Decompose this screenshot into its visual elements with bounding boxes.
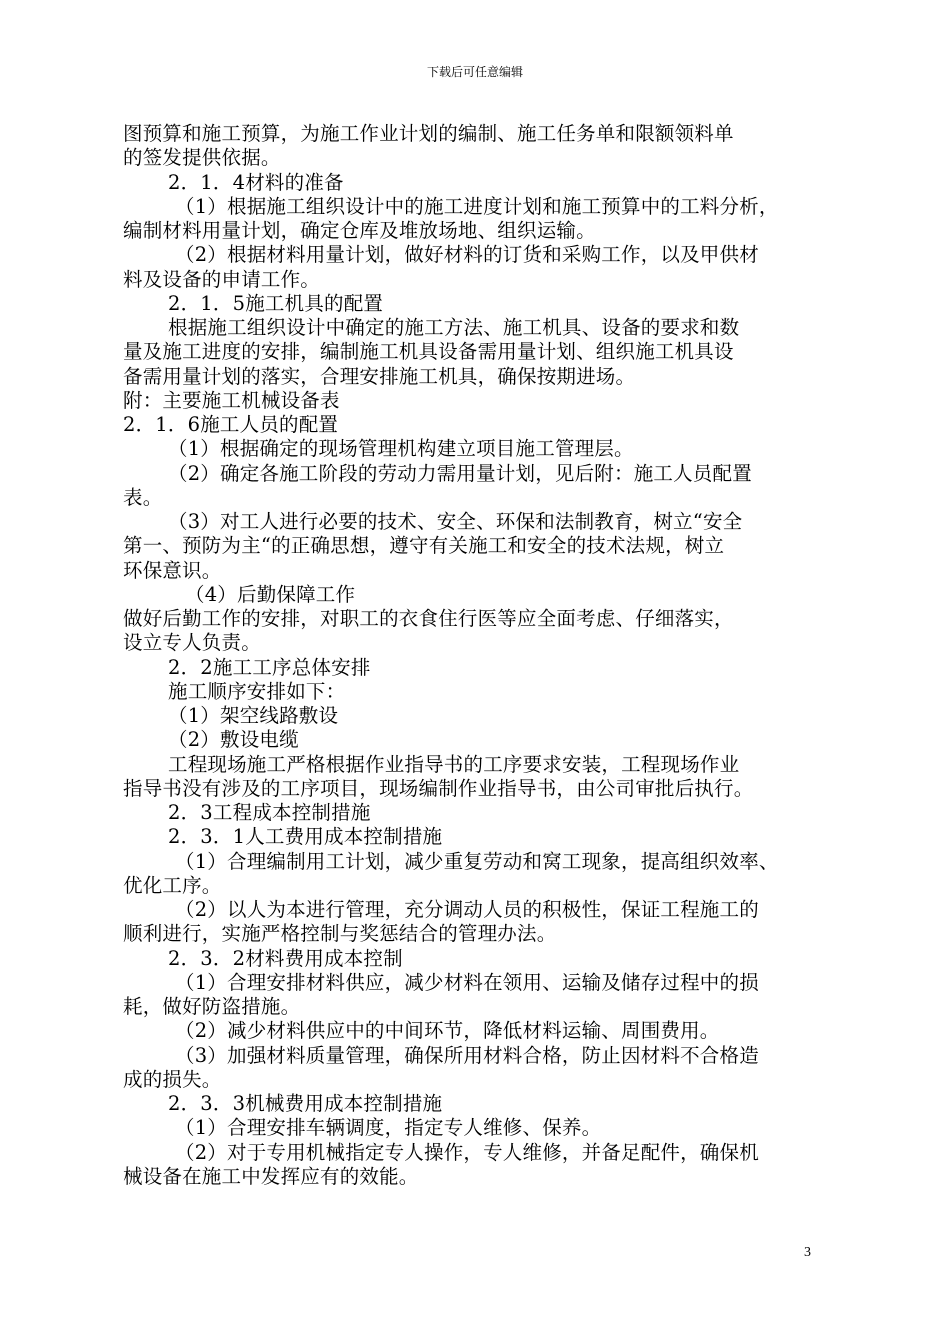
text-line: 环保意识。 xyxy=(123,558,222,582)
text-line: （2）减少材料供应中的中间环节，降低材料运输、周围费用。 xyxy=(175,1019,720,1043)
text-line: 设立专人负责。 xyxy=(123,631,261,655)
text-line: 成的损失。 xyxy=(123,1067,222,1091)
text-line: 2．3．2材料费用成本控制 xyxy=(168,946,403,970)
text-line: 附：主要施工机械设备表 xyxy=(123,388,340,412)
text-line: 量及施工进度的安排，编制施工机具设备需用量计划、组织施工机具设 xyxy=(123,340,734,364)
text-line: （2）确定各施工阶段的劳动力需用量计划，见后附：施工人员配置 xyxy=(168,461,752,485)
page-number: 3 xyxy=(804,1245,811,1260)
text-line: （2）对于专用机械指定专人操作，专人维修，并备足配件，确保机 xyxy=(175,1140,759,1164)
text-line: （1）根据施工组织设计中的施工进度计划和施工预算中的工料分析， xyxy=(175,194,779,218)
text-line: 编制材料用量计划，确定仓库及堆放场地、组织运输。 xyxy=(123,219,596,242)
text-line: （1）合理安排车辆调度，指定专人维修、保养。 xyxy=(175,1116,602,1140)
page-header: 下载后可任意编辑 xyxy=(426,65,523,79)
text-line: 表。 xyxy=(123,485,163,509)
text-line: （1）根据确定的现场管理机构建立项目施工管理层。 xyxy=(168,437,634,461)
text-line: 料及设备的申请工作。 xyxy=(123,267,321,291)
text-line: （3）加强材料质量管理，确保所用材料合格，防止因材料不合格造 xyxy=(175,1043,759,1067)
text-line: （2）敷设电缆 xyxy=(168,728,299,752)
text-line: （1）合理编制用工计划，减少重复劳动和窝工现象，提高组织效率、 xyxy=(175,849,779,873)
text-line: 2．3．1人工费用成本控制措施 xyxy=(168,825,443,849)
text-line: 图预算和施工预算，为施工作业计划的编制、施工任务单和限额领料单 xyxy=(123,122,734,145)
text-line: （1）架空线路敷设 xyxy=(168,704,339,727)
text-line: 2．2施工工序总体安排 xyxy=(168,655,371,679)
text-line: （2）以人为本进行管理，充分调动人员的积极性，保证工程施工的 xyxy=(175,898,759,921)
text-line: （1）合理安排材料供应，减少材料在领用、运输及储存过程中的损 xyxy=(175,970,759,994)
text-line: 2．1．6施工人员的配置 xyxy=(123,413,339,436)
text-line: 第一、预防为主“的正确思想，遵守有关施工和安全的技术法规，树立 xyxy=(123,534,725,558)
text-line: 械设备在施工中发挥应有的效能。 xyxy=(123,1164,419,1188)
text-line: 指导书没有涉及的工序项目，现场编制作业指导书，由公司审批后执行。 xyxy=(123,776,754,800)
text-line: 的签发提供依据。 xyxy=(123,146,281,170)
text-line: 2．3工程成本控制措施 xyxy=(168,801,371,824)
text-line: 根据施工组织设计中确定的施工方法、施工机具、设备的要求和数 xyxy=(168,316,740,339)
text-line: 备需用量计划的落实，合理安排施工机具，确保按期进场。 xyxy=(123,364,636,388)
text-line: 2．3．3机械费用成本控制措施 xyxy=(168,1092,443,1115)
document-body xyxy=(123,122,833,1189)
text-line: （3）对工人进行必要的技术、安全、环保和法制教育，树立“安全 xyxy=(168,510,743,533)
text-line: 优化工序。 xyxy=(123,873,222,897)
text-line: （4）后勤保障工作 xyxy=(185,582,356,606)
text-line: 顺利进行，实施严格控制与奖惩结合的管理办法。 xyxy=(123,922,557,946)
text-line: （2）根据材料用量计划，做好材料的订货和采购工作，以及甲供材 xyxy=(175,243,759,267)
text-line: 2．1．4材料的准备 xyxy=(168,170,344,194)
text-line: 施工顺序安排如下： xyxy=(168,679,346,703)
text-line: 工程现场施工严格根据作业指导书的工序要求安装，工程现场作业 xyxy=(168,752,740,776)
text-line: 耗，做好防盗措施。 xyxy=(123,995,301,1018)
text-line: 做好后勤工作的安排，对职工的衣食住行医等应全面考虑、仔细落实， xyxy=(123,607,734,630)
text-line: 2．1．5施工机具的配置 xyxy=(168,291,384,315)
